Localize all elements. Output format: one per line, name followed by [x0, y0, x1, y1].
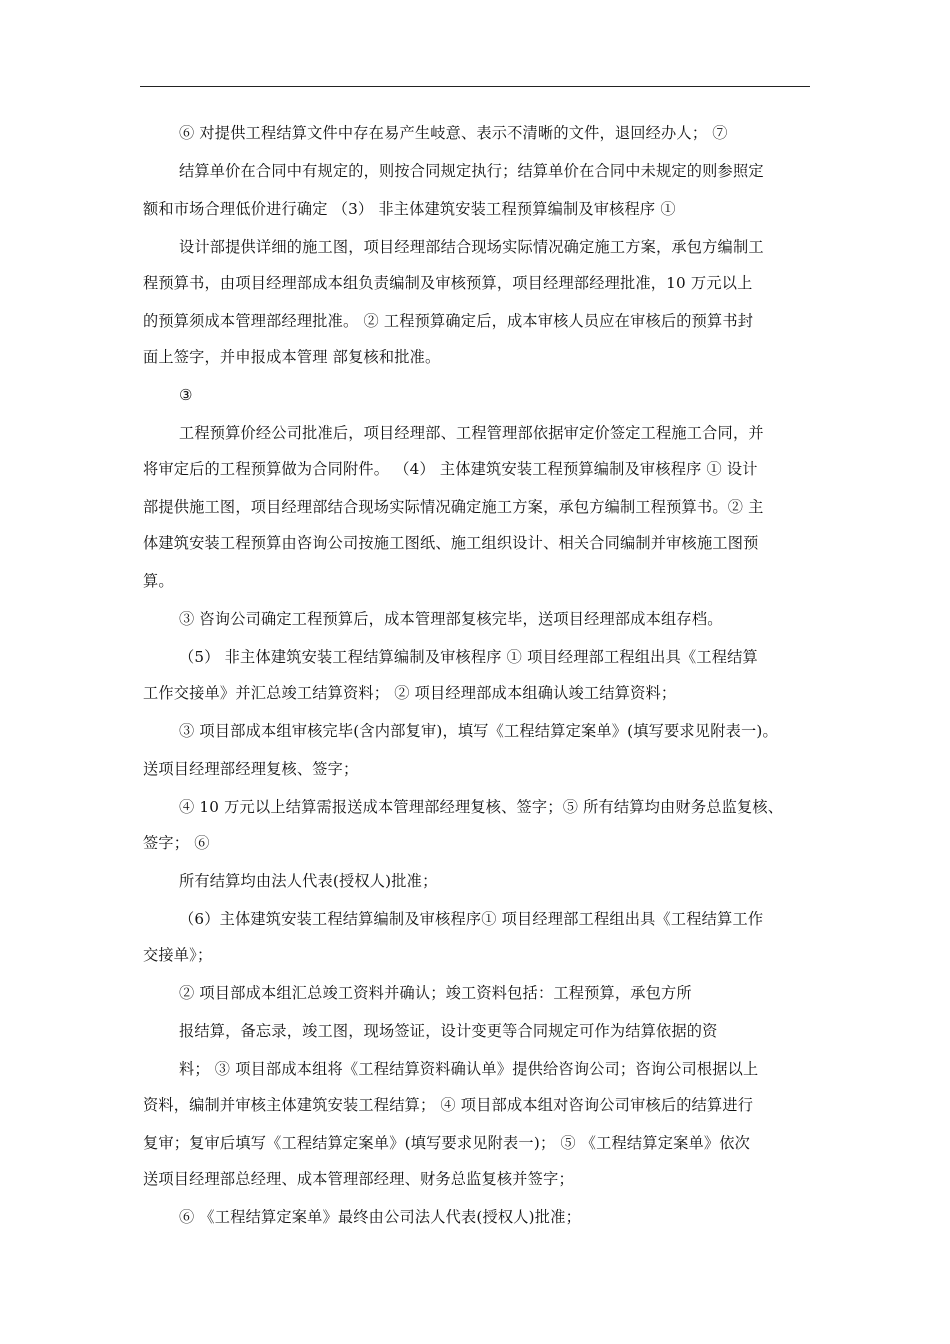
text-line: 工作交接单》并汇总竣工结算资料； ② 项目经理部成本组确认竣工结算资料； — [143, 684, 677, 702]
text-line: ⑥ 对提供工程结算文件中存在易产生岐意、表示不清晰的文件，退回经办人； ⑦ — [179, 124, 728, 142]
text-line: （5） 非主体建筑安装工程结算编制及审核程序 ① 项目经理部工程组出具《工程结算 — [179, 648, 758, 666]
text-line: 程预算书，由项目经理部成本组负责编制及审核预算，项目经理部经理批准，10 万元以上 — [143, 274, 753, 292]
text-line: 送项目经理部经理复核、签字； — [143, 760, 359, 778]
text-line: 报结算，备忘录，竣工图，现场签证，设计变更等合同规定可作为结算依据的资 — [179, 1022, 718, 1040]
text-line: 资料，编制并审核主体建筑安装工程结算； ④ 项目部成本组对咨询公司审核后的结算进行 — [143, 1096, 754, 1114]
text-line: 工程预算价经公司批准后，项目经理部、工程管理部依据审定价签定工程施工合同，并 — [179, 424, 764, 442]
text-line: 部提供施工图，项目经理部结合现场实际情况确定施工方案，承包方编制工程预算书。② 主 — [143, 498, 764, 516]
text-line: 所有结算均由法人代表(授权人)批准； — [179, 872, 438, 890]
text-line: 算。 — [143, 572, 174, 590]
header-rule — [140, 86, 810, 87]
text-line: 交接单》； — [143, 946, 213, 964]
text-line: ③ 项目部成本组审核完毕(含内部复审)，填写《工程结算定案单》(填写要求见附表一)。 — [179, 722, 778, 740]
text-line: 料； ③ 项目部成本组将《工程结算资料确认单》提供给咨询公司；咨询公司根据以上 — [179, 1060, 759, 1078]
text-line: （6）主体建筑安装工程结算编制及审核程序① 项目经理部工程组出具《工程结算工作 — [179, 910, 764, 928]
text-line: 额和市场合理低价进行确定 （3） 非主体建筑安装工程预算编制及审核程序 ① — [143, 200, 676, 218]
text-line: 复审；复审后填写《工程结算定案单》(填写要求见附表一)； ⑤ 《工程结算定案单》依次 — [143, 1134, 751, 1152]
text-line: 送项目经理部总经理、成本管理部经理、财务总监复核并签字； — [143, 1170, 574, 1188]
text-line: ④ 10 万元以上结算需报送成本管理部经理复核、签字；⑤ 所有结算均由财务总监复核、 — [179, 798, 784, 816]
text-line: 的预算须成本管理部经理批准。 ② 工程预算确定后，成本审核人员应在审核后的预算书封 — [143, 312, 754, 330]
text-line: 面上签字，并申报成本管理 部复核和批准。 — [143, 348, 441, 366]
text-line: ⑥ 《工程结算定案单》最终由公司法人代表(授权人)批准； — [179, 1208, 581, 1226]
text-line: 结算单价在合同中有规定的，则按合同规定执行；结算单价在合同中未规定的则参照定 — [179, 162, 764, 180]
text-line: 将审定后的工程预算做为合同附件。 （4） 主体建筑安装工程预算编制及审核程序 ① 设计 — [143, 460, 758, 478]
text-line: ③ — [179, 386, 193, 404]
text-line: ③ 咨询公司确定工程预算后，成本管理部复核完毕，送项目经理部成本组存档。 — [179, 610, 723, 628]
text-line: 体建筑安装工程预算由咨询公司按施工图纸、施工组织设计、相关合同编制并审核施工图预 — [143, 534, 759, 552]
text-line: 签字； ⑥ — [143, 834, 210, 852]
text-line: ② 项目部成本组汇总竣工资料并确认；竣工资料包括：工程预算，承包方所 — [179, 984, 692, 1002]
text-line: 设计部提供详细的施工图，项目经理部结合现场实际情况确定施工方案，承包方编制工 — [179, 238, 764, 256]
